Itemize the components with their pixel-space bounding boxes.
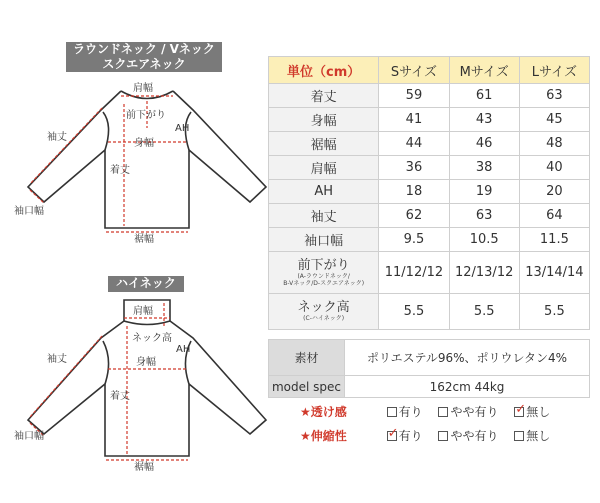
material-label: 素材	[269, 340, 345, 376]
checkbox-checked-icon	[387, 431, 397, 441]
cell: 46	[449, 132, 519, 156]
model-label: model spec	[269, 376, 345, 398]
checkbox-checked-icon	[514, 407, 524, 417]
row-label-neck	[269, 294, 379, 330]
size-table-header	[269, 57, 590, 84]
star-icon: ★	[300, 429, 311, 443]
star-icon: ★	[300, 405, 311, 419]
cell: 18	[379, 180, 449, 204]
neck-label: ネック高	[297, 300, 350, 315]
option-text: 有り	[398, 429, 423, 443]
option-ari	[387, 427, 423, 444]
check-row-transparency	[300, 403, 562, 420]
label-mihaba-2: 身幅	[136, 357, 156, 368]
label-susohaba-1: 裾幅	[134, 234, 154, 245]
diagram2-header: ハイネック	[108, 276, 184, 292]
cell: 5.5	[519, 294, 589, 330]
table-row	[269, 204, 590, 228]
maesagari-note2: B-Vネック/D-スクエアネック)	[283, 279, 365, 287]
checkbox-icon	[438, 407, 448, 417]
cell: 62	[379, 204, 449, 228]
option-text: 無し	[526, 405, 551, 419]
material-value: ポリエステル96%、ポリウレタン4%	[345, 340, 590, 376]
label-kata-2: 肩幅	[133, 306, 153, 317]
row-label: 袖口幅	[269, 228, 379, 252]
cell: 11/12/12	[379, 252, 449, 294]
maesagari-note1: (A-ラウンドネック/	[297, 272, 350, 280]
label-neck-2: ネック高	[132, 333, 172, 344]
row-label: 袖丈	[269, 204, 379, 228]
option-ari	[387, 403, 423, 420]
cell: 59	[379, 84, 449, 108]
check-label: 伸縮性	[310, 429, 347, 443]
cell: 63	[519, 84, 589, 108]
option-yaya	[438, 427, 498, 444]
neck-note: (C-ハイネック)	[303, 315, 345, 322]
row-label: 裾幅	[269, 132, 379, 156]
option-text: やや有り	[450, 405, 499, 419]
cell: 41	[379, 108, 449, 132]
size-s: Sサイズ	[379, 57, 449, 84]
label-ah-1: AH	[175, 123, 190, 134]
row-label: 着丈	[269, 84, 379, 108]
label-sodetake-1: 袖丈	[47, 132, 67, 143]
checkbox-icon	[514, 431, 524, 441]
option-nashi	[514, 427, 550, 444]
shirt-high-neck-drawing	[28, 300, 266, 456]
row-label: 身幅	[269, 108, 379, 132]
cell: 43	[449, 108, 519, 132]
cell: 5.5	[379, 294, 449, 330]
material-table	[268, 339, 590, 398]
label-sodeguchi-2: 袖口幅	[14, 431, 44, 442]
checkbox-icon	[387, 407, 397, 417]
cell: 5.5	[449, 294, 519, 330]
option-nashi	[514, 403, 550, 420]
table-row	[269, 108, 590, 132]
cell: 40	[519, 156, 589, 180]
material-row	[269, 340, 590, 376]
cell: 61	[449, 84, 519, 108]
label-mihaba-1: 身幅	[134, 138, 154, 149]
cell: 10.5	[449, 228, 519, 252]
cell: 12/13/12	[449, 252, 519, 294]
table-row	[269, 180, 590, 204]
cell: 11.5	[519, 228, 589, 252]
label-ah-2: AH	[176, 344, 191, 355]
size-l: Lサイズ	[519, 57, 589, 84]
check-row-stretch	[300, 427, 562, 444]
cell: 19	[449, 180, 519, 204]
unit-label: 単位（cm）	[269, 57, 379, 84]
maesagari-label: 前下がり	[297, 257, 350, 273]
diagram1-header-line1: ラウンドネック / Vネック	[73, 42, 215, 56]
label-maesagari-1: 前下がり	[126, 110, 166, 121]
diagram1-header-line2: スクエアネック	[102, 57, 186, 71]
cell: 64	[519, 204, 589, 228]
row-label: 肩幅	[269, 156, 379, 180]
cell: 36	[379, 156, 449, 180]
shirt-high-neck-measure-lines	[30, 303, 191, 460]
table-row	[269, 228, 590, 252]
label-kitake-1: 着丈	[110, 165, 130, 176]
size-table	[268, 56, 590, 330]
row-label-maesagari	[269, 252, 379, 294]
table-row	[269, 84, 590, 108]
table-row	[269, 132, 590, 156]
cell: 63	[449, 204, 519, 228]
option-text: 有り	[398, 405, 423, 419]
cell: 38	[449, 156, 519, 180]
cell: 45	[519, 108, 589, 132]
model-value: 162cm 44kg	[345, 376, 590, 398]
garment-diagrams	[0, 0, 270, 503]
checkbox-icon	[438, 431, 448, 441]
check-label: 透け感	[310, 405, 347, 419]
row-label: AH	[269, 180, 379, 204]
label-sodetake-2: 袖丈	[47, 354, 67, 365]
cell: 20	[519, 180, 589, 204]
model-row	[269, 376, 590, 398]
cell: 48	[519, 132, 589, 156]
size-m: Mサイズ	[449, 57, 519, 84]
cell: 13/14/14	[519, 252, 589, 294]
option-yaya	[438, 403, 498, 420]
label-sodeguchi-1: 袖口幅	[14, 206, 44, 217]
label-susohaba-2: 裾幅	[134, 462, 154, 473]
cell: 44	[379, 132, 449, 156]
table-row-maesagari	[269, 252, 590, 294]
table-row	[269, 156, 590, 180]
table-row-neck	[269, 294, 590, 330]
label-kata-1: 肩幅	[133, 83, 153, 94]
label-kitake-2: 着丈	[110, 391, 130, 402]
option-text: 無し	[526, 429, 551, 443]
cell: 9.5	[379, 228, 449, 252]
option-text: やや有り	[450, 429, 499, 443]
